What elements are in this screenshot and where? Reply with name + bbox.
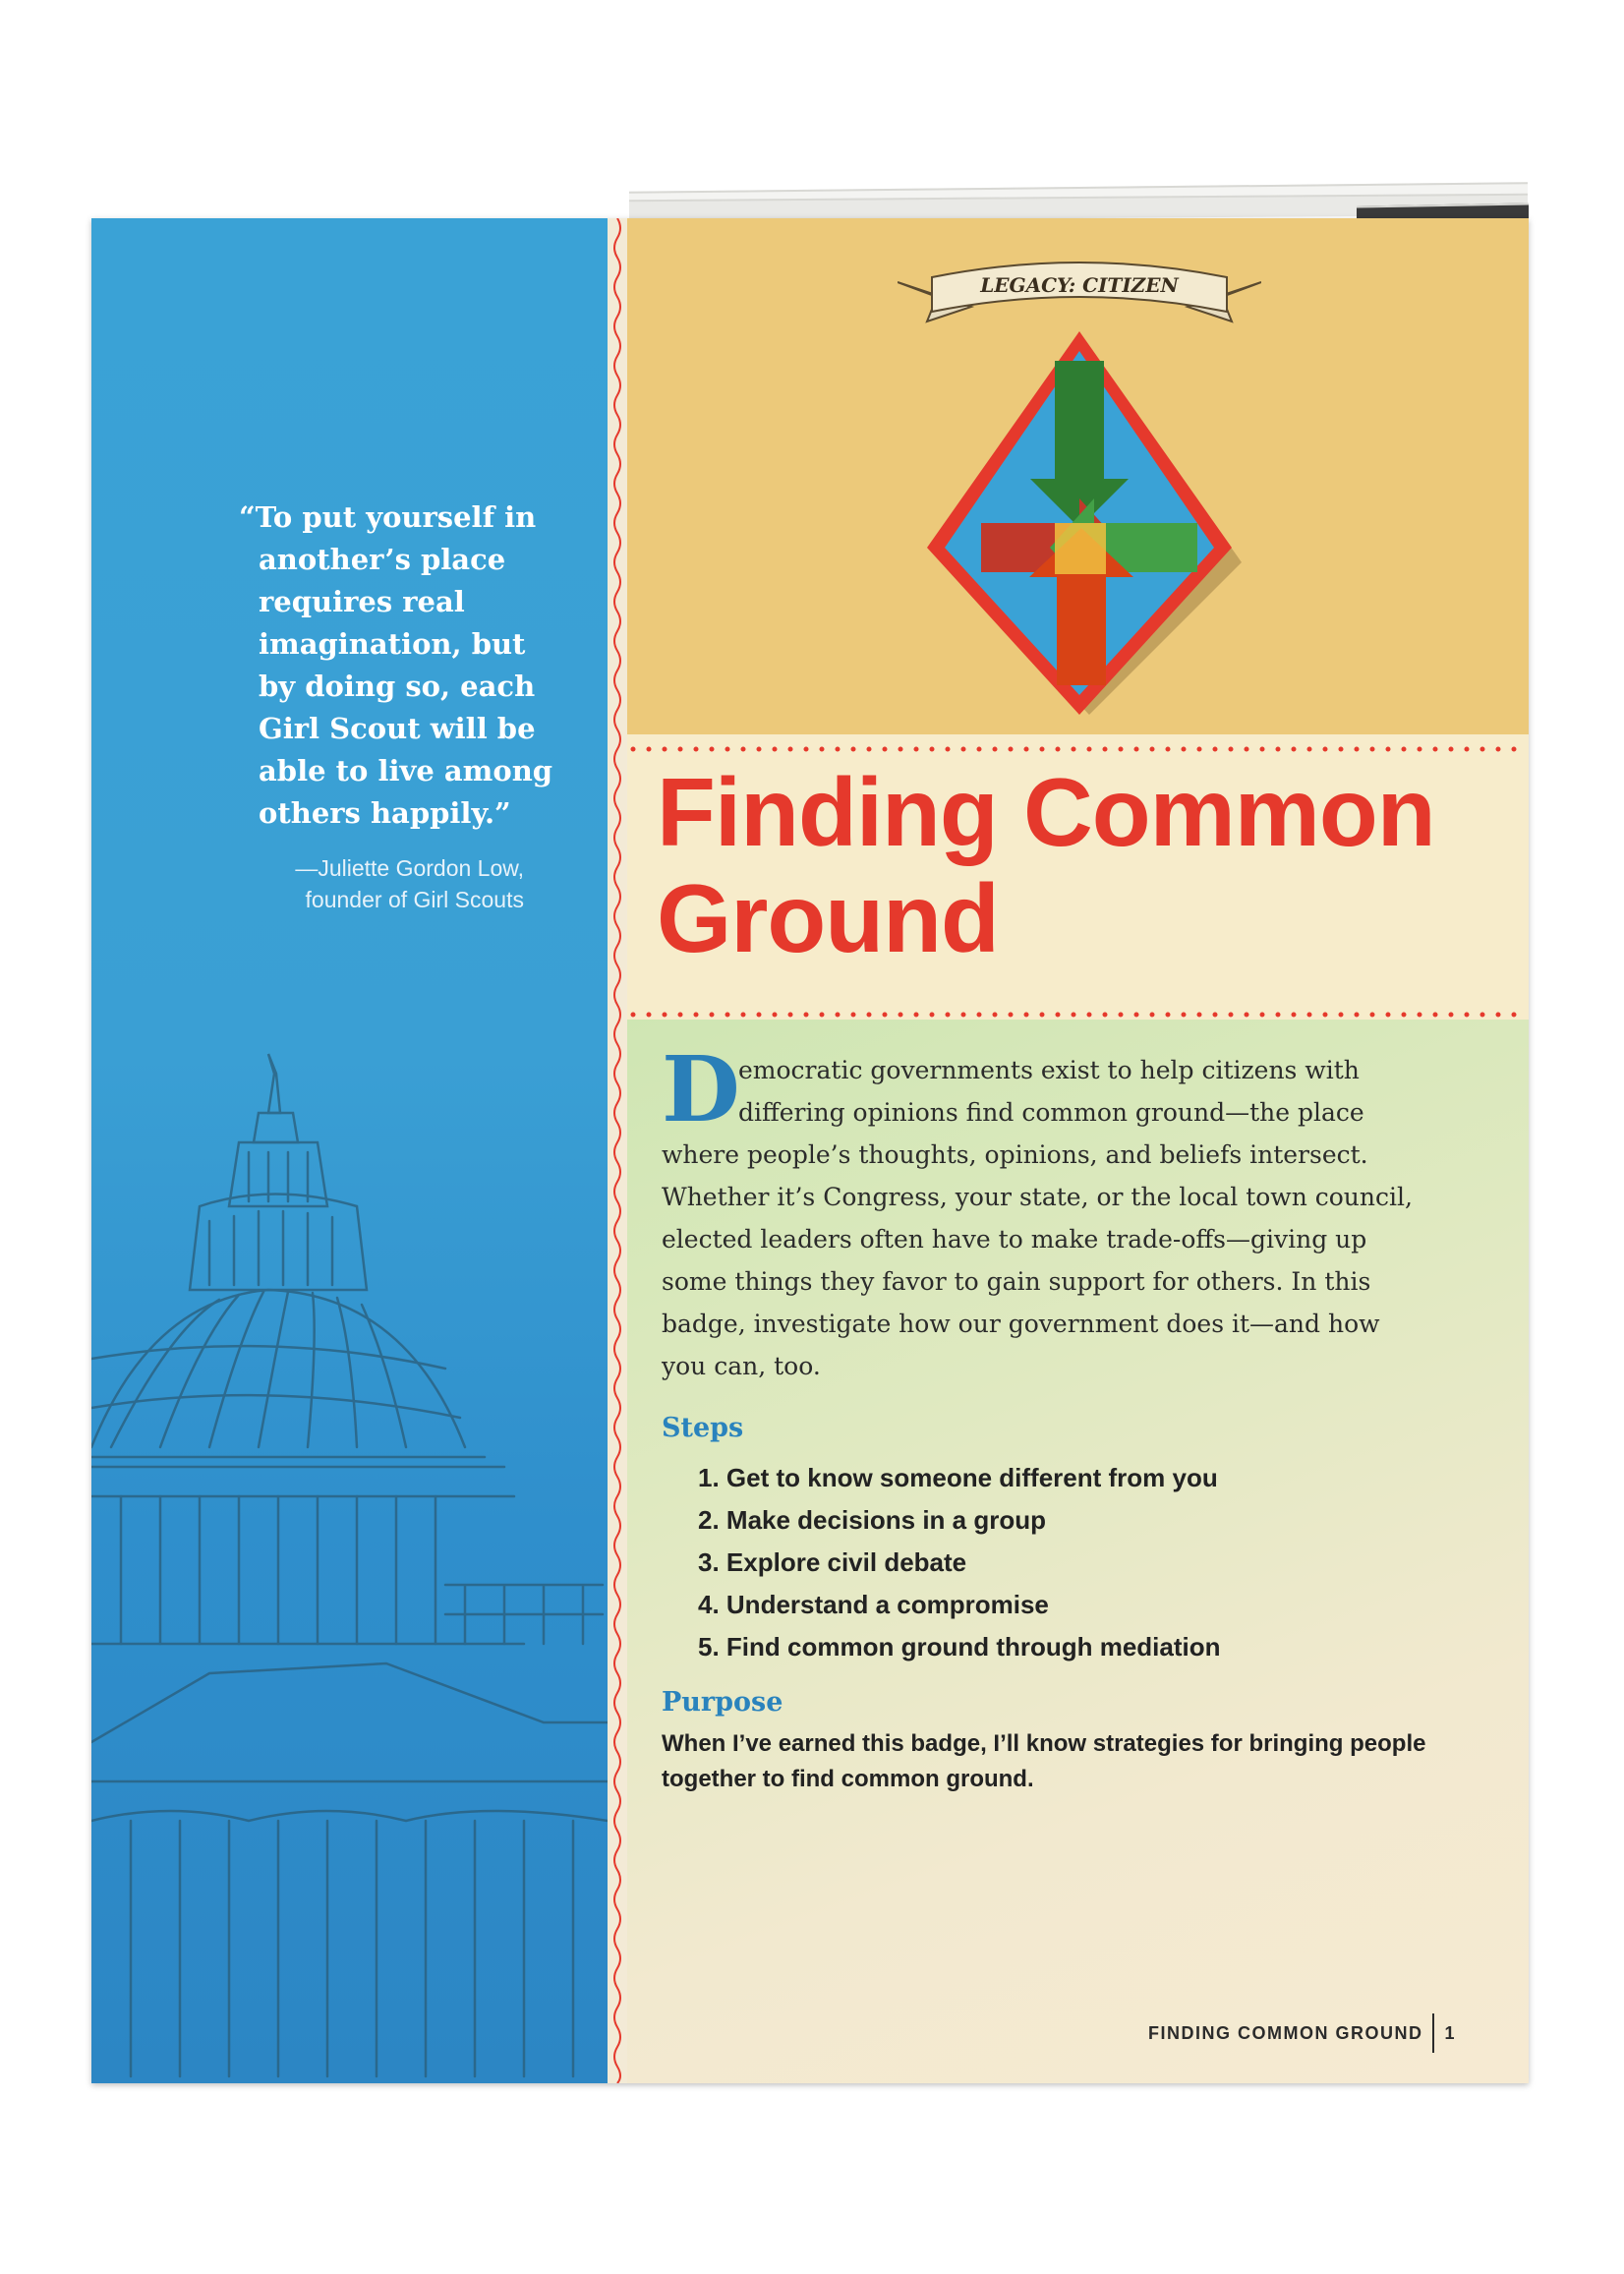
quote-line: able to live among (259, 754, 553, 787)
step-item: 5. Find common ground through mediation (698, 1632, 1221, 1662)
step-item: 1. Get to know someone different from you (698, 1463, 1218, 1492)
intro-line: Whether it’s Congress, your state, or the local town council, (662, 1183, 1413, 1211)
title-line: Ground (657, 864, 999, 972)
footer-divider (1432, 2013, 1434, 2053)
pull-quote (239, 496, 553, 835)
left-sidebar (91, 218, 608, 2083)
quote-attribution (239, 852, 524, 915)
purpose-line: together to find common ground. (662, 1766, 1034, 1792)
intro-paragraph (662, 1036, 1487, 1387)
intro-line: some things they favor to gain support for others. In this (662, 1267, 1371, 1296)
quote-line: another’s place (259, 543, 506, 576)
page-title (657, 759, 1522, 971)
legacy-citizen-badge (898, 253, 1261, 715)
quote-line: others happily.” (259, 796, 511, 830)
drop-cap: D (662, 1036, 740, 1142)
title-line: Finding Common (657, 758, 1435, 866)
step-item: 3. Explore civil debate (698, 1547, 967, 1577)
wavy-divider (608, 218, 627, 2083)
intro-line: you can, too. (662, 1352, 821, 1380)
dotted-rule (627, 1010, 1529, 1020)
purpose-heading: Purpose (662, 1687, 783, 1718)
intro-line: emocratic governments exist to help citizens with (738, 1056, 1360, 1084)
booklet-page (91, 218, 1529, 2083)
purpose-text (662, 1726, 1507, 1797)
quote-line: requires real (259, 585, 465, 618)
quote-line: “To put yourself in (239, 500, 537, 534)
quote-line: by doing so, each (259, 670, 536, 703)
page-number: 1 (1444, 2022, 1456, 2043)
intro-line: elected leaders often have to make trade-offs—giving up (662, 1225, 1367, 1254)
dotted-rule (627, 744, 1529, 754)
attribution-name: —Juliette Gordon Low, (295, 855, 524, 881)
intro-line: differing opinions find common ground—the place (738, 1098, 1364, 1127)
page-footer (1148, 2013, 1456, 2053)
attribution-title: founder of Girl Scouts (305, 887, 524, 912)
quote-line: imagination, but (259, 627, 526, 661)
purpose-line: When I’ve earned this badge, I’ll know strategies for bringing people (662, 1730, 1426, 1757)
footer-label: FINDING COMMON GROUND (1148, 2022, 1423, 2043)
steps-list (698, 1457, 1221, 1668)
steps-heading: Steps (662, 1413, 744, 1443)
badge-ribbon-text: LEGACY: CITIZEN (980, 273, 1179, 297)
intro-line: where people’s thoughts, opinions, and beliefs intersect. (662, 1140, 1368, 1169)
step-item: 4. Understand a compromise (698, 1590, 1049, 1619)
capitol-dome-illustration (91, 1034, 608, 2083)
quote-line: Girl Scout will be (259, 712, 536, 745)
intro-line: badge, investigate how our government does it—and how (662, 1310, 1380, 1338)
step-item: 2. Make decisions in a group (698, 1505, 1046, 1535)
